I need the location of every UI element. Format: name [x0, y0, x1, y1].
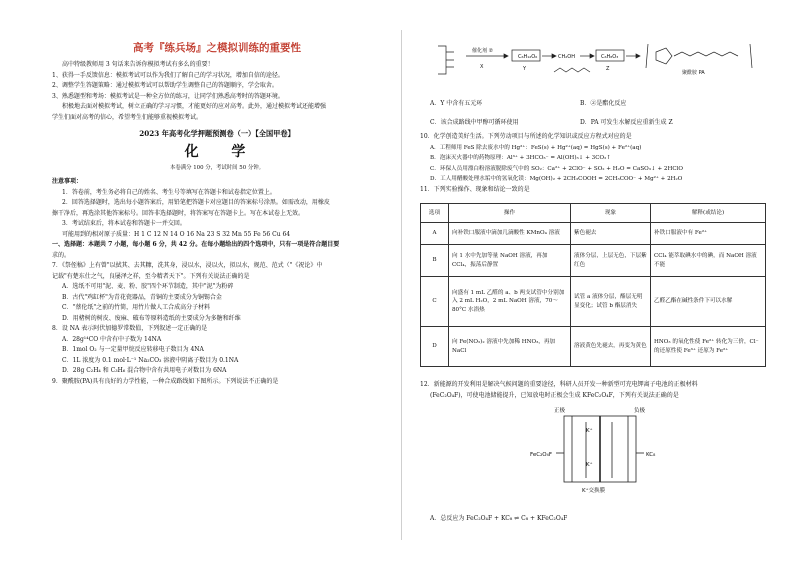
table-header-row [421, 204, 766, 223]
right-material: KC₈ [646, 452, 656, 458]
reaction-scheme [420, 34, 765, 92]
cell: C [421, 277, 449, 327]
notice-line: 3．考试结束后，将本试卷和答题卡一并交回。 [62, 220, 186, 227]
intro-line: 2、调整学生答题策略：通过模拟考试可以帮助学生调整自己的答题顺序，学会取舍。 [52, 82, 278, 89]
subject-title: 化 学 [184, 144, 260, 160]
q9-option: D．PA 可发生水解反应重新生成 Z [580, 118, 673, 126]
q12-option-block [420, 514, 765, 525]
notice-title: 注意事项： [52, 178, 83, 185]
table-row [421, 277, 766, 327]
q11-stem: 11．下列实验操作、现象和结论一致的是 [420, 185, 530, 193]
q7-stem: 7．《祭侄稿》上有曾"以拭其、去其糠，洗其身，浸以水，浸以火，拟以水，规范、范式（"《祝论》中 [52, 262, 323, 269]
cell: A [421, 223, 449, 245]
q7-option: D．用楮树的树皮、废麻、破布等原料造纸的主要成分为多糖和纤维 [62, 314, 241, 322]
intro-line: 1、获得一手反馈信息：模拟考试可以作为我们了解自己的学习状况，增加自信的途径。 [52, 71, 284, 79]
cell: D [421, 327, 449, 367]
q11-table [420, 203, 766, 367]
membrane-label: K⁺交换膜 [582, 488, 606, 494]
q12-stem: 12．新能源的开发利用是解决气候问题的重要途径，科研人员开发一种新型可充电钾离子电池的正极材料 [420, 381, 698, 388]
cell: B [421, 245, 449, 277]
intro-line: 3、熟悉题型和考场：模拟考试是一种全方位的练习，让同学们熟悉高考时的答题环境。 [52, 92, 284, 100]
left-material: FeC₂O₄F [530, 452, 552, 458]
cell: 溶液黄色先褪去，再变为黄色 [571, 327, 651, 367]
exam-title: 2023 年高考化学押题预测卷（一）【全国甲卷】 [139, 129, 295, 138]
cell: 液体分层，上层无色，下层紫红色 [571, 245, 651, 277]
cell: CCl₄ 能萃取碘水中的碘，而 NaOH 溶液不能 [651, 245, 766, 277]
q10-option: B．泡沫灭火器中的药物原理：Al³⁺ + 3HCO₃⁻ = Al(OH)₃↓ + 3CO₂↑ [430, 155, 612, 161]
header-option: 选项 [421, 204, 449, 223]
ion-label-1: K⁺ [586, 428, 593, 434]
q9-option: A．Y 中含有五元环 [430, 99, 483, 107]
header-conclusion: 解释(或结论) [651, 204, 766, 223]
cell: 补铁口服液中有 Fe²⁺ [651, 223, 766, 245]
scheme-label-x: X [480, 64, 484, 70]
q10-option: A．工程师用 FeS 除去废水中的 Hg²⁺：FeS(s) + Hg²⁺(aq) = HgS(s) + Fe²⁺(aq) [430, 144, 642, 151]
column-divider [401, 30, 402, 540]
cell: 乙醛乙酯在碱性条件下可以水解 [651, 277, 766, 327]
scheme-mid-1: C₆H₁₂O₆ [518, 54, 538, 60]
notice-line: 1．答卷前，考生务必将自己的姓名、考生号等填写在答题卡和试卷指定位置上。 [62, 188, 276, 196]
positive-label: 正极 [554, 408, 566, 414]
q8-option: D．28g C₂H₄ 和 C₃H₆ 混合物中含有共用电子对数目为 6NA [62, 367, 227, 374]
q12-option: A．总反应为 FeC₂O₄F + KC₈ ⇌ C₈ + KFeC₂O₄F [430, 515, 568, 522]
table-row [421, 245, 766, 277]
q10-stem: 10．化学创造美好生活。下列劳动项目与所述的化学知识或反应方程式对应的是 [420, 133, 632, 140]
ion-label-2: K⁺ [586, 462, 593, 468]
scheme-reagent: 催化剂 ② [472, 48, 494, 54]
cell: 向 Fe(NO₃)₂ 溶液中先加稀 HNO₃，再加 NaCl [449, 327, 571, 367]
table-row [421, 223, 766, 245]
scheme-label-y: Y [523, 66, 527, 72]
section-heading-cont: 求的。 [52, 251, 71, 259]
q7-option: C．"蔡伦纸"之前的竹简，用竹片做人工合成高分子材料 [62, 304, 211, 311]
banner-title: 高考『练兵场』之模拟训练的重要性 [133, 42, 301, 54]
q7-stem-cont: 记载"有楚东仕之气，良屡泽之祥，至今精者天下"。下列有关说法正确的是 [52, 272, 250, 280]
intro-line: 积极地去面对模拟考试，树立正确的学习习惯，才能更好的应对高考。此外，通过模拟考试还能增强 [62, 103, 327, 110]
q12-stem-cont: (FeC₂O₄F)，可使电池储能提升，已知放电时正极会生成 KFeC₂O₄F，下列有关说法正确的是 [430, 391, 679, 399]
q10-option: C．环保人员用漂白粉溶液脱除废气中的 SO₂：Ca²⁺ + 2ClO⁻ + SO₂ + H₂O = CaSO₃↓ + 2HClO [430, 165, 684, 172]
q9-stem: 9．聚酰胺(PA)具有良好的力学性能，一种合成路线如下图所示。下列说法不正确的是 [52, 377, 279, 385]
intro-line: 高中特级教师用 3 句话来告诉你模拟考试有多么的重要！ [62, 61, 214, 68]
section-heading: 一、选择题：本题共 7 小题，每小题 6 分，共 42 分。在每小题给出的四个选项中，只有一项是符合题目要 [52, 241, 340, 248]
q7-option: B．古代"鸡缸杯"为青花瓷器品，青铜的主要成分为铜锡合金 [62, 293, 222, 301]
q10-option: D．工人用醋酸处理水垢中的氢氧化镁：Mg(OH)₂ + 2CH₃COOH = 2CH₃COO⁻ + Mg²⁺ + 2H₂O [430, 176, 683, 182]
atomic-mass-line: 可能用到的相对原子质量：H 1 C 12 N 14 O 16 Na 23 S 32 Mn 55 Fe 56 Cu 64 [62, 230, 291, 238]
intro-line: 学生们面对高考的信心，希望考生们能够重视模拟考试。 [52, 113, 203, 121]
scheme-mid-2: CH₂OH [558, 54, 575, 60]
header-phenomenon: 现象 [571, 204, 651, 223]
cell: 向盛有 1 mL 乙醛的 a、b 两支试管中分别加入 2 mL H₂O，2 mL NaOH 溶液，70～80°C 水浴热 [449, 277, 571, 327]
q8-option: B．1mol O₂ 与一定量甲烷反应转移电子数目为 4NA [62, 346, 204, 353]
cell: 向 1 水中先加等量 NaOH 溶液，再加 CCl₄，振荡后静置 [449, 245, 571, 277]
score-line: 本卷满分 100 分，考试时间 50 分钟。 [169, 165, 265, 171]
notice-line: 擦干净后，再选涂其他答案标号。回答非选择题时，将答案写在答题卡上。写在本试卷上无效。 [52, 209, 305, 217]
cell: 向补铁口服液中滴加几滴酸性 KMnO₄ 溶液 [449, 223, 571, 245]
negative-label: 负极 [634, 408, 646, 414]
left-column [52, 60, 382, 387]
header-operation: 操作 [449, 204, 571, 223]
q7-option: A．选纸不可用"泥、麦、粉、胶"四个环节制造，其中"泥"为粉碎 [62, 283, 234, 290]
scheme-label-z: Z [606, 66, 610, 72]
q9-option: C．该合成路线中甲醇可循环使用 [430, 118, 519, 126]
q8-stem: 8．设 NA 表示阿伏加德罗常数值，下列叙述一定正确的是 [52, 325, 208, 332]
q9-options [420, 94, 765, 195]
battery-diagram [524, 404, 674, 496]
q9-option: B．②是酯化反应 [580, 99, 627, 107]
q12-block [420, 380, 765, 401]
cell: 试管 a 液体分层，酯层无明显变化；试管 b 酯层消失 [571, 277, 651, 327]
q8-option: A．28g¹⁴CO 中含有中子数为 14NA [62, 335, 162, 343]
cell: 紫色褪去 [571, 223, 651, 245]
scheme-mid-3: C₆H₈O₃ [601, 54, 619, 60]
notice-line: 2．回答选择题时，选出每小题答案后，用铅笔把答题卡对应题目的答案标号涂黑。如需改动，用橡皮 [62, 199, 330, 206]
q8-option: C．1L 浓度为 0.1 mol·L⁻¹ Na₂CO₃ 溶液中阴离子数目为 0.1NA [62, 356, 239, 364]
scheme-label-pa: 聚酰胺 PA [682, 70, 705, 76]
cell: HNO₃ 的氧化性使 Fe²⁺ 转化为三价，Cl⁻ 的还原性使 Fe³⁺ 还原为 Fe²⁺ [651, 327, 766, 367]
table-row [421, 327, 766, 367]
